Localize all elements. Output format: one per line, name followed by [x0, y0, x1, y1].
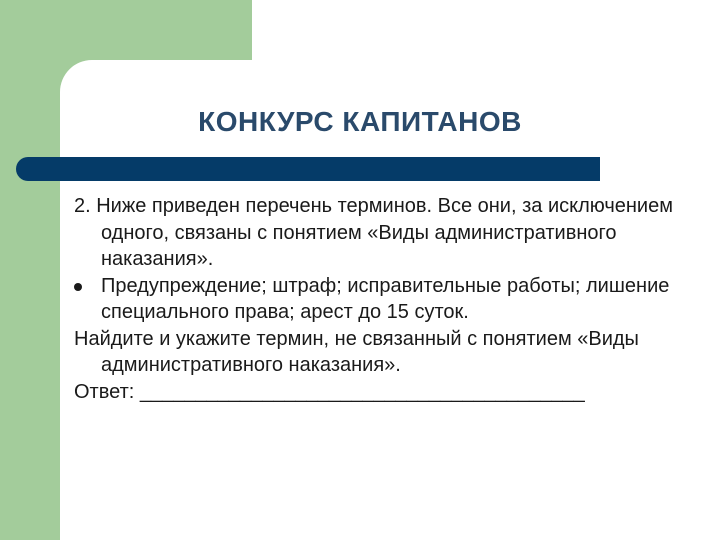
bullet-icon	[74, 283, 82, 291]
title-underline-bar	[16, 157, 600, 181]
terms-text: Предупреждение; штраф; исправительные работы; лишение специального права; арест до 15 суток.	[101, 274, 670, 323]
slide-title: КОНКУРС КАПИТАНОВ	[198, 106, 522, 137]
decor-green-strip	[0, 0, 60, 540]
terms-list-item	[74, 273, 704, 326]
answer-line: Ответ: ________________________________________	[74, 380, 585, 403]
task-text: Найдите и укажите термин, не связанный с понятием «Виды административного наказания».	[74, 327, 639, 376]
slide-body	[74, 193, 704, 405]
question-intro: 2. Ниже приведен перечень терминов. Все они, за исключением одного, связаны с понятием «Виды административного наказания».	[74, 195, 673, 270]
